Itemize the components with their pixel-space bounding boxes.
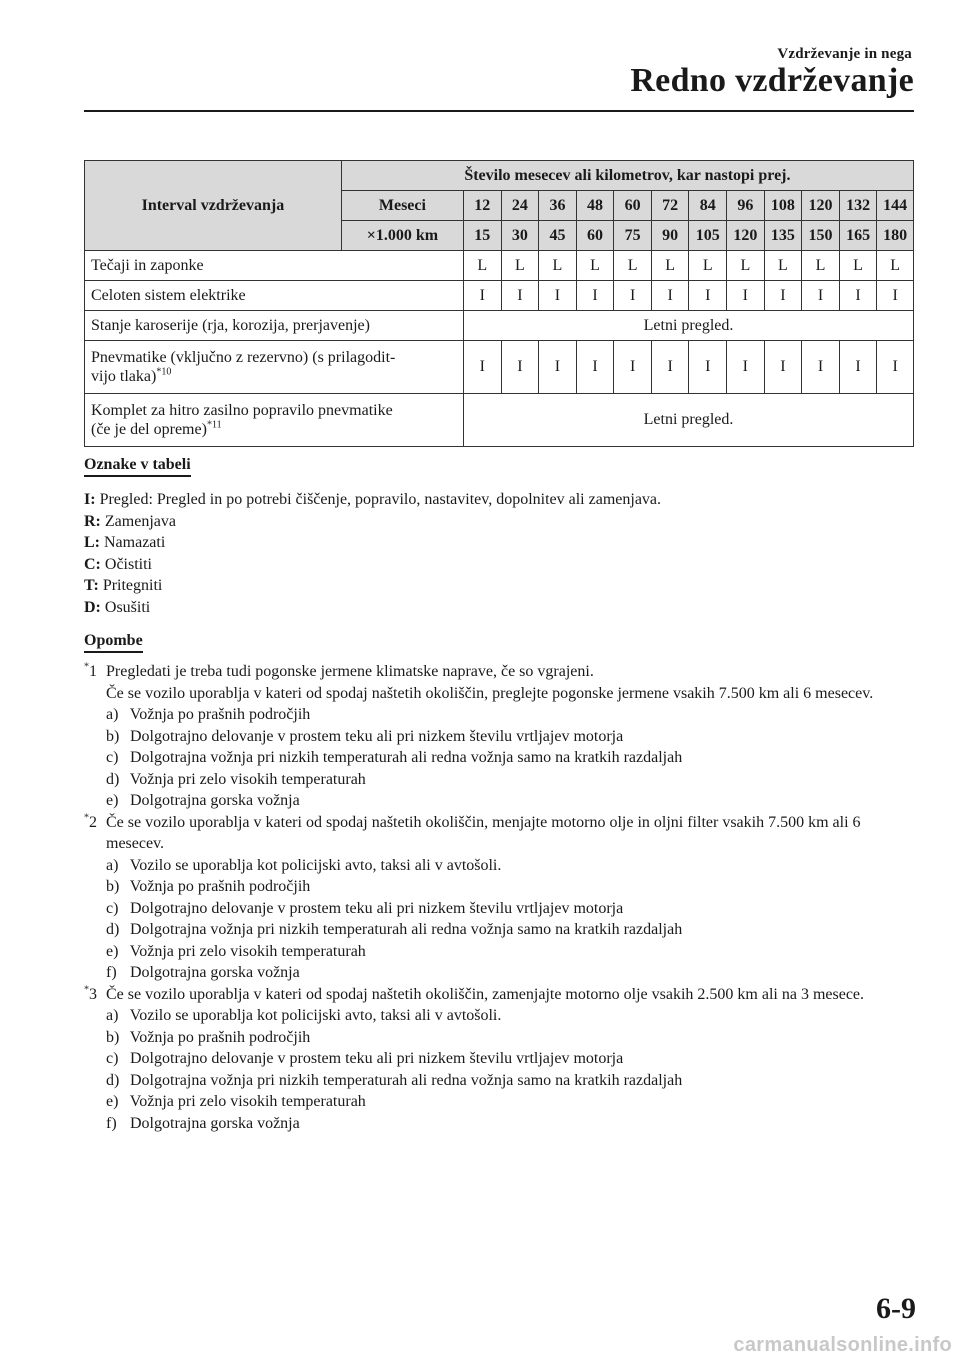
- table-cell: I: [539, 341, 577, 394]
- table-row: [85, 281, 914, 311]
- table-cell: I: [877, 281, 914, 311]
- table-cell: 120: [727, 221, 765, 251]
- note-sub-item: e) Dolgotrajna gorska vožnja: [106, 792, 300, 809]
- km-label: ×1.000 km: [341, 221, 463, 251]
- table-cell: I: [576, 341, 614, 394]
- note-sub-item: b) Vožnja po prašnih področjih: [106, 1028, 311, 1046]
- table-cell: I: [614, 281, 652, 311]
- table-cell: I: [501, 281, 539, 311]
- table-cell: 120: [802, 191, 840, 221]
- legend-title: Oznake v tabeli: [84, 456, 191, 477]
- table-cell: 132: [839, 191, 877, 221]
- table-cell: L: [614, 251, 652, 281]
- table-cell: I: [802, 341, 840, 394]
- table-cell: L: [539, 251, 577, 281]
- table-cell: I: [802, 281, 840, 311]
- note-sub-item: d) Dolgotrajna vožnja pri nizkih temperaturah ali redna vožnja samo na kratkih razdaljah: [106, 1071, 683, 1089]
- note-sub-item: f) Dolgotrajna gorska vožnja: [106, 964, 300, 981]
- table-cell: 84: [689, 191, 727, 221]
- table-cell: I: [727, 281, 765, 311]
- row-label: Stanje karoserije (rja, korozija, prerjavenje): [85, 311, 464, 341]
- note-sub-item: d) Dolgotrajna vožnja pri nizkih temperaturah ali redna vožnja samo na kratkih razdaljah: [106, 921, 683, 938]
- table-cell: 72: [651, 191, 689, 221]
- table-cell: I: [689, 281, 727, 311]
- table-cell: I: [877, 341, 914, 394]
- note-sub-item: c) Dolgotrajna vožnja pri nizkih temperaturah ali redna vožnja samo na kratkih razdaljah: [106, 749, 683, 766]
- table-cell: 75: [614, 221, 652, 251]
- row-label: Pnevmatike (vključno z rezervno) (s prilagodit- vijo tlaka)$^{*10}$: [85, 341, 464, 394]
- header-section: Vzdrževanje in nega: [777, 46, 912, 62]
- header-divider: [84, 110, 914, 112]
- table-row: [85, 394, 914, 447]
- table-row: [85, 341, 914, 394]
- notes-title: Opombe: [84, 632, 143, 653]
- table-cell: I: [651, 341, 689, 394]
- merged-cell: Letni pregled.: [464, 394, 914, 447]
- table-cell: 108: [764, 191, 802, 221]
- legend-item: I: Pregled: Pregled in po potrebi čiščenje, popravilo, nastavitev, dopolnitev ali zamenjava.: [84, 491, 662, 508]
- note-sub-item: d) Vožnja pri zelo visokih temperaturah: [106, 770, 366, 788]
- table-cell: 48: [576, 191, 614, 221]
- legend-item: T: Pritegniti: [84, 577, 163, 594]
- table-cell: L: [464, 251, 502, 281]
- row-label: Tečaji in zaponke: [85, 251, 464, 281]
- legend-item: C: Očistiti: [84, 555, 152, 573]
- footnote-mark: *11: [206, 419, 222, 431]
- legend-item: R: Zamenjava: [84, 512, 176, 530]
- table-body: [85, 161, 914, 447]
- table-row: [85, 311, 914, 341]
- table-cell: 180: [877, 221, 914, 251]
- legend-list: [84, 489, 661, 618]
- table-cell: 144: [877, 191, 914, 221]
- table-cell: 96: [727, 191, 765, 221]
- legend-item: D: Osušiti: [84, 598, 151, 616]
- table-cell: 36: [539, 191, 577, 221]
- page-number: 6-9: [876, 1292, 916, 1325]
- maintenance-table: [84, 160, 914, 447]
- table-cell: L: [689, 251, 727, 281]
- table-cell: I: [651, 281, 689, 311]
- table-cell: I: [764, 341, 802, 394]
- table-cell: 60: [614, 191, 652, 221]
- table-cell: 150: [802, 221, 840, 251]
- row-label: Komplet za hitro zasilno popravilo pnevmatike (če je del opreme)$^{*11}$: [85, 394, 464, 447]
- table-cell: I: [464, 281, 502, 311]
- table-cell: L: [651, 251, 689, 281]
- table-cell: 15: [464, 221, 502, 251]
- table-cell: 30: [501, 221, 539, 251]
- page-title: Redno vzdrževanje: [630, 62, 914, 99]
- table-cell: I: [689, 341, 727, 394]
- table-cell: L: [764, 251, 802, 281]
- note-sub-item: b) Dolgotrajno delovanje v prostem teku ali pri nizkem številu vrtljajev motorja: [106, 727, 624, 745]
- table-cell: L: [576, 251, 614, 281]
- table-cell: 135: [764, 221, 802, 251]
- note-2: *2 Če se vozilo uporablja v kateri od spodaj naštetih okoliščin, menjajte motorno olje in oljni filter vsakih 7.500 km ali 6 mesecev. a) Vozilo se uporablja kot policijski avto, taksi ali v avtošoli. b) Vožnja po prašnih področjih c) Dolgotrajno delovanje v prostem teku ali pri nizkem številu vrtljajev motorja d) Dolgotrajna vožnja pri nizkih temperaturah ali redna vožnja samo na kratkih razdaljah e) Vožnja pri zelo visokih temperaturah f) Dolgotrajna gorska vožnja: [84, 812, 914, 984]
- note-3: *3 Če se vozilo uporablja v kateri od spodaj naštetih okoliščin, zamenjajte motorno olje vsakih 2.500 km ali na 3 mesece. a) Vozilo se uporablja kot policijski avto, taksi ali v avtošoli. b) Vožnja po prašnih področjih c) Dolgotrajno delovanje v prostem teku ali pri nizkem številu vrtljajev motorja d) Dolgotrajna vožnja pri nizkih temperaturah ali redna vožnja samo na kratkih razdaljah e) Vožnja pri zelo visokih temperaturah f) Dolgotrajna gorska vožnja: [84, 984, 914, 1135]
- row-label: Celoten sistem elektrike: [85, 281, 464, 311]
- table-cell: I: [539, 281, 577, 311]
- legend-item: L: Namazati: [84, 534, 166, 551]
- table-cell: I: [576, 281, 614, 311]
- interval-header: Interval vzdrževanja: [85, 161, 342, 251]
- table-cell: 24: [501, 191, 539, 221]
- table-cell: L: [727, 251, 765, 281]
- note-sub-item: a) Vozilo se uporablja kot policijski avto, taksi ali v avtošoli.: [106, 1007, 502, 1024]
- note-1: *1 Pregledati je treba tudi pogonske jermene klimatske naprave, če so vgrajeni. Če se vozilo uporablja v kateri od spodaj naštetih okoliščin, preglejte pogonske jermene vsakih 7.500 km ali 6 mesecev. a) Vožnja po prašnih področjih b) Dolgotrajno delovanje v prostem teku ali pri nizkem številu vrtljajev motorja c) Dolgotrajna vožnja pri nizkih temperaturah ali redna vožnja samo na kratkih razdaljah d) Vožnja pri zelo visokih temperaturah e) Dolgotrajna gorska vožnja: [84, 661, 914, 812]
- table-cell: I: [464, 341, 502, 394]
- note-sub-item: e) Vožnja pri zelo visokih temperaturah: [106, 942, 366, 960]
- note-sub-item: a) Vožnja po prašnih področjih: [106, 706, 311, 723]
- table-cell: I: [614, 341, 652, 394]
- table-cell: L: [839, 251, 877, 281]
- note-sub-item: c) Dolgotrajno delovanje v prostem teku ali pri nizkem številu vrtljajev motorja: [106, 1050, 624, 1067]
- table-cell: I: [727, 341, 765, 394]
- table-cell: 165: [839, 221, 877, 251]
- table-cell: 45: [539, 221, 577, 251]
- table-cell: I: [839, 341, 877, 394]
- table-cell: L: [877, 251, 914, 281]
- note-sub-item: a) Vozilo se uporablja kot policijski avto, taksi ali v avtošoli.: [106, 856, 502, 874]
- note-sub-item: e) Vožnja pri zelo visokih temperaturah: [106, 1093, 366, 1110]
- watermark: carmanualsonline.info: [733, 1334, 952, 1356]
- table-cell: 12: [464, 191, 502, 221]
- interval-caption: Število mesecev ali kilometrov, kar nastopi prej.: [341, 161, 913, 191]
- table-cell: I: [839, 281, 877, 311]
- table-header-row: [85, 161, 914, 191]
- table-cell: L: [802, 251, 840, 281]
- note-sub-item: f) Dolgotrajna gorska vožnja: [106, 1114, 300, 1132]
- months-label: Meseci: [341, 191, 463, 221]
- note-sub-item: c) Dolgotrajno delovanje v prostem teku ali pri nizkem številu vrtljajev motorja: [106, 899, 624, 917]
- table-cell: L: [501, 251, 539, 281]
- merged-cell: Letni pregled.: [464, 311, 914, 341]
- table-cell: 105: [689, 221, 727, 251]
- table-cell: 90: [651, 221, 689, 251]
- note-sub-item: b) Vožnja po prašnih področjih: [106, 878, 311, 895]
- table-cell: I: [764, 281, 802, 311]
- table-cell: 60: [576, 221, 614, 251]
- table-row: [85, 251, 914, 281]
- notes-list: [84, 661, 914, 1134]
- footnote-mark: *10: [156, 366, 172, 378]
- table-cell: I: [501, 341, 539, 394]
